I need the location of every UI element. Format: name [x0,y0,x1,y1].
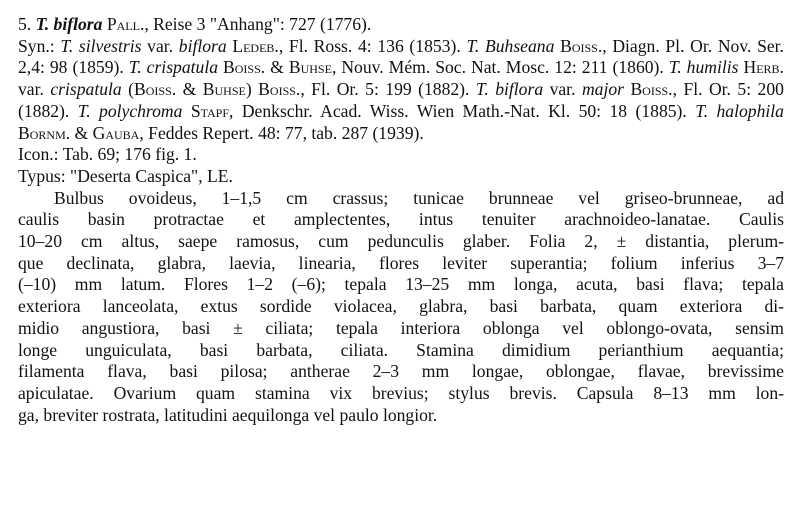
synonym-rank: var. [549,79,576,100]
description-block [18,188,784,427]
synonym-citation: , Fl. Or. 5: 200 (1882). [18,79,784,121]
entry-heading [18,14,784,36]
synonym-name: T. humilis [668,57,739,78]
ampersand: & [270,57,284,78]
synonym-line [18,36,784,145]
synonym-author: Stapf [190,100,230,121]
synonym-author: Ledeb. [232,35,279,56]
synonym-author: Boiss. [560,35,603,56]
description-line: midio angustiora, basi ± ciliata; tepala interiora oblonga vel oblongo-ovata, sensim [18,317,784,338]
description-line: ga, breviter rostrata, latitudini aequilonga vel paulo longior. [18,404,438,425]
synonym-citation: , Denkschr. Acad. Wiss. Wien Math.-Nat. Kl. 50: 18 (1885). [229,100,687,121]
synonym-author: Buhse [288,57,332,78]
synonym-citation: , Diagn. Pl. Or. Nov. Ser. 2,4: 98 (1859). [18,35,784,78]
paren-close: ) [245,79,252,100]
synonyms-block [18,36,784,145]
paren-open: ( [128,79,135,100]
synonym-citation: , Nouv. Mém. Soc. Nat. Mosc. 12: 211 (1860). [331,57,664,78]
description-line: caulis basin protractae et amplectentes, intus tenuiter arachnoideo-lanatae. Caulis [18,209,784,230]
synonym-author: Boiss. [223,57,266,78]
synonym-variety: major [581,79,624,100]
species-citation: , Reise 3 "Anhang": 727 (1776). [144,14,372,34]
description-line: que declinata, glabra, laevia, linearia, flores leviter superantia; folium inferius 3–7 [18,252,784,273]
description-line: 10–20 cm altus, saepe ramosus, cum pedunculis glaber. Folia 2, ± distantia, plerum- [18,231,784,252]
synonym-author: Gauba [92,122,140,143]
typus-reference: Typus: "Deserta Caspica", LE. [18,165,233,186]
synonym-rank: var. [147,35,174,56]
description-line: longe unguiculata, basi barbata, ciliata. Stamina dimidium perianthium aequantia; [18,339,784,360]
synonym-author: Boiss. [258,79,301,100]
description-line: Bulbus ovoideus, 1–1,5 cm crassus; tunicae brunneae vel griseo-brunneae, ad [54,187,784,208]
synonym-name: T. Buhseana [466,35,555,56]
synonym-variety: biflora [178,35,227,56]
synonym-author: Herb. [743,57,784,78]
synonym-name: T. polychroma [77,100,183,121]
synonym-author: Bornm. [18,122,71,143]
description-line: (–10) mm latum. Flores 1–2 (–6); tepala 13–25 mm longa, acuta, basi flava; tepala [18,274,784,295]
synonym-name: T. biflora [475,79,544,100]
description-line: exteriora lanceolata, extus sordide violacea, glabra, basi barbata, quam exteriora di- [18,296,784,317]
species-author: Pall. [106,14,145,34]
ampersand: & [182,79,197,100]
description-line: apiculatae. Ovarium quam stamina vix brevius; stylus brevis. Capsula 8–13 mm lon- [18,382,784,403]
icon-reference: Icon.: Tab. 69; 176 fig. 1. [18,144,197,165]
synonym-rank: var. [18,79,44,100]
entry-number: 5. [18,14,32,34]
synonym-variety: crispatula [50,79,122,100]
synonym-citation: , Fl. Ross. 4: 136 (1853). [278,35,461,56]
description-line: filamenta flava, basi pilosa; antherae 2–3 mm longae, oblongae, flavae, brevissime [18,361,784,382]
species-name: T. biflora [35,14,103,34]
synonym-author: Boiss. [630,79,673,100]
synonyms-label: Syn.: [18,35,55,56]
synonym-citation: , Feddes Repert. 48: 77, tab. 287 (1939). [139,122,424,143]
synonym-name: T. halophila [695,100,784,121]
synonym-name: T. crispatula [128,57,219,78]
ampersand: & [74,122,89,143]
synonym-name: T. silvestris [60,35,142,56]
synonym-author: Boiss. [134,79,177,100]
synonym-author: Buhse [202,79,246,100]
synonym-citation: , Fl. Or. 5: 199 (1882). [300,79,470,100]
